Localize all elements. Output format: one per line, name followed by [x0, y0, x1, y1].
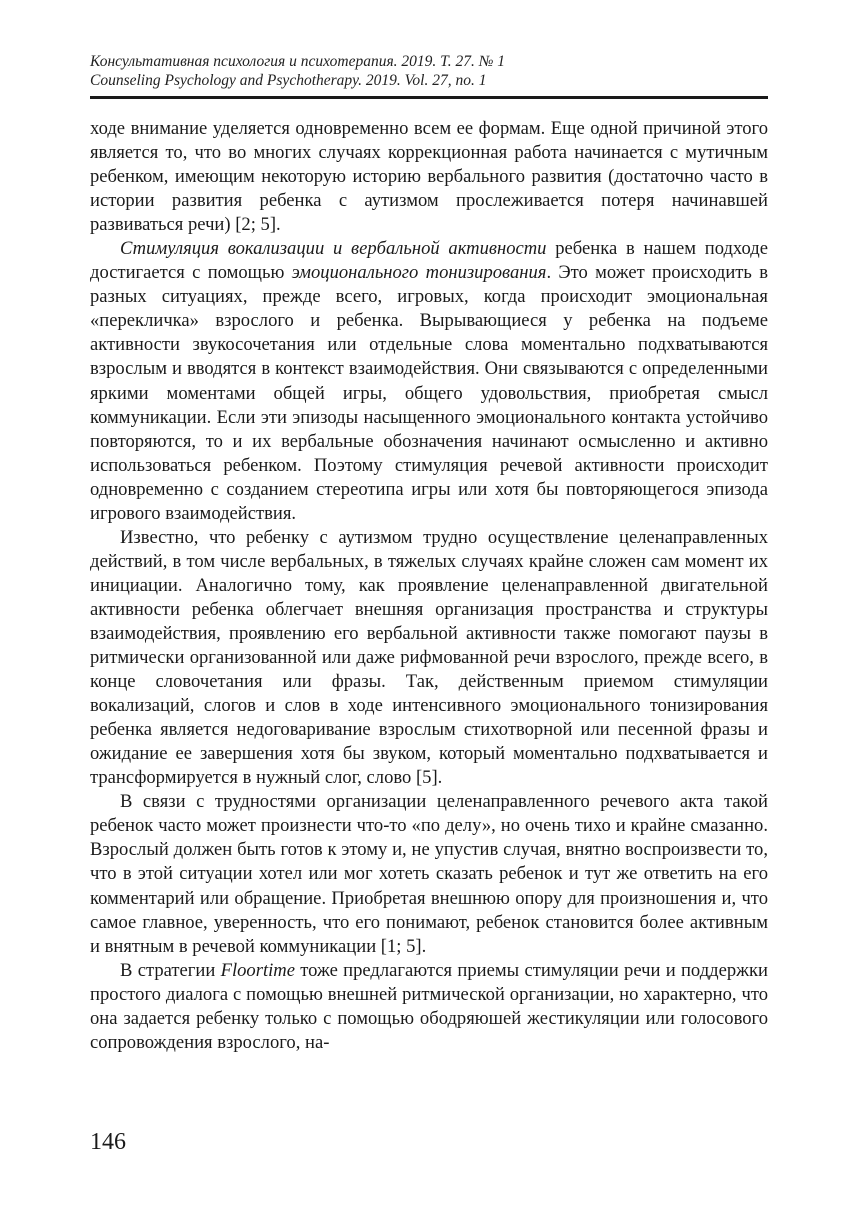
paragraph-speech-act: В связи с трудностями организации целенаправленного речевого акта такой ребенок часто может произнести что-то «по делу», но очень тихо и крайне смазанно. Взрослый должен быть готов к этому и, не упустив случая, внятно воспроизвести то, что в этой ситуации хотел или мог хотеть сказать ребенок и тут же ответить на его комментарий или обращение. Приобретая внешнюю опору для произношения и, что самое главное, уверенность, что его понимают, ребенок становится более активным и внятным в речевой коммуникации [1; 5]. [90, 791, 768, 957]
paragraph-initiation: Известно, что ребенку с аутизмом трудно осуществление целенаправленных действий, в том числе вербальных, в тяжелых случаях крайне сложен сам момент их инициации. Аналогично тому, как проявление целенаправленной двигательной активности ребенка облегчает внешняя организация пространства и структуры взаимодействия, проявлению его вербальной активности также помогают паузы в ритмически организованной или даже рифмованной речи взрослого, прежде всего, в конце словочетания или фразы. Так, действенным приемом стимуляции вокализаций, слогов и слов в ходе интенсивного эмоционального тонизирования ребенка является недоговаривание взрослым стихотворной или песенной фразы и ожидание ее завершения хотя бы звуком, который моментально подхватывается и трансформируется в нужный слог, слово [5]. [90, 526, 768, 789]
italic-term: эмоционального тонизирования [291, 262, 547, 284]
paragraph-text: . Это может происходить в разных ситуациях, прежде всего, игровых, когда происходит эмоциональная «перекличка» взрослого и ребенка. Вырывающиеся у ребенка на подъеме активности звукосочетания или отдельные слова моментально подхватываются взрослым и вводятся в контекст взаимодействия. Они связываются с определенными яркими моментами общей игры, общего удовольствия, приобретая смысл коммуникации. Если эти эпизоды насыщенного эмоционального контакта устойчиво повторяются, то и их вербальные обозначения начинают осмысленно и активно использоваться ребенком. Поэтому стимуляция речевой активности происходит одновременно с созданием стереотипа игры или хотя бы повторяющегося эпизода игрового взаимодействия. [90, 262, 768, 524]
paragraph-text: ребенка в нашем подходе достигается с помощью [90, 238, 768, 284]
paragraph-continued: ходе внимание уделяется одновременно всем ее формам. Еще одной причиной этого является то, что во многих случаях коррекционная работа начинается с мутичным ребенком, имеющим некоторую историю вербального развития (достаточно часто в истории развития ребенка с аутизмом прослеживается потеря начинавшей развиваться речи) [2; 5]. [90, 118, 768, 236]
journal-page [90, 52, 768, 1055]
header-rule [90, 96, 768, 99]
page-number: 146 [90, 1129, 126, 1155]
running-header [90, 52, 768, 90]
italic-term: Стимуляция вокализации и вербальной активности [120, 238, 547, 260]
header-title-en: Counseling Psychology and Psychotherapy. 2019. Vol. 27, no. 1 [90, 72, 487, 89]
paragraph-text: тоже предлагаются приемы стимуляции речи и поддержки простого диалога с помощью внешней ритмической организации, но характерно, что она задается ребенку только с помощью ободряюшей жестикуляции или голосового сопровождения взрослого, на- [90, 959, 768, 1053]
article-body [90, 117, 768, 1055]
paragraph-text: В стратегии [120, 959, 221, 981]
italic-term: Floortime [220, 959, 295, 981]
header-title-ru: Консультативная психология и психотерапия. 2019. Т. 27. № 1 [90, 53, 506, 70]
paragraph-floortime [90, 959, 768, 1055]
paragraph-stimulation [90, 237, 768, 526]
